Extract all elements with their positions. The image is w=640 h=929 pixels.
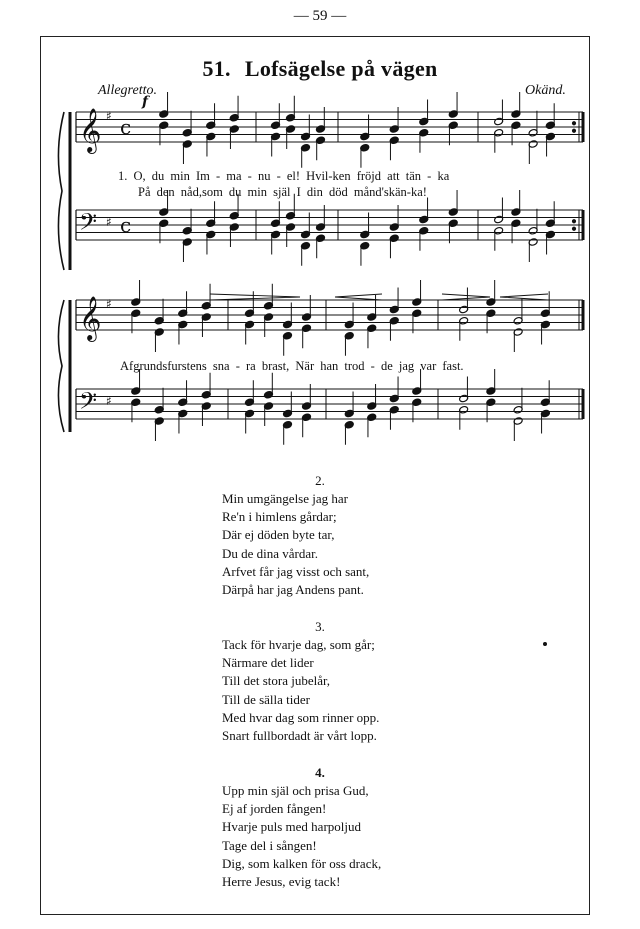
lyrics-system1-line1: 1. O, du min Im - ma - nu - el! Hvil-ken fröjd att tän - ka [118,169,450,183]
verse-line: Därpå har jag Andens pant. [222,582,364,598]
hymn-number: 51. [202,56,231,81]
verse-3 [222,636,379,745]
common-time-icon: c [120,115,132,139]
system-brace [58,300,64,432]
sharp-icon: ♯ [106,215,112,229]
ink-speck [543,642,547,646]
verse-line: Tack för hvarje dag, som går; [222,637,375,652]
verse-2 [222,490,369,599]
hairpin [442,294,490,300]
repeat-dot [572,122,575,125]
hairpin [335,294,382,300]
verse-line: Ej af jorden fången! [222,801,327,817]
verse-line: Till de sälla tider [222,691,310,707]
verse-line: Dig, som kalken för oss drack, [222,855,382,871]
verse-line: Snart fullbordadt är vårt lopp. [222,728,377,744]
treble-clef-icon: 𝄞 [79,108,102,152]
verse-line: Herre Jesus, evig tack! [222,874,341,890]
verse-line: Till det stora jubelår, [222,673,331,689]
verse-line: Där ej döden byte tar, [222,527,335,543]
lyrics-system2-line1: Afgrundsfurstens sna - ra brast, När han trod - de jag var fast. [120,359,464,373]
verse-line: Upp min själ och prisa Gud, [222,783,369,798]
verse-line: Med hvar dag som rinner opp. [222,709,380,725]
bass-clef-icon: 𝄢 [79,387,98,420]
verse-3-number: 3. [315,619,325,634]
verse-4-number: 4. [315,765,325,780]
verse-line: Re'n i himlens gårdar; [222,509,337,525]
composer: Okänd. [525,83,566,98]
repeat-dot [572,227,575,230]
verse-2-number: 2. [315,473,325,488]
verse-line: Min umgängelse jag har [222,491,348,506]
dynamic-marking: f [142,94,149,110]
treble-clef-icon: 𝄞 [79,296,102,340]
system-brace [58,112,64,270]
verse-4 [222,782,381,891]
bass-clef-icon: 𝄢 [79,208,98,241]
verse-line: Arfvet får jag visst och sant, [222,563,370,579]
verse-line: Tage del i sången! [222,837,317,853]
common-time-icon: c [120,213,132,237]
verse-line: Hvarje puls med harpoljud [222,819,361,835]
tempo-marking: Allegretto. [98,83,157,98]
lyrics-system1-line2: På den nåd,som du min själ I din död månd'skän-ka! [138,185,427,199]
verse-line: Du de dina vårdar. [222,545,319,561]
sharp-icon: ♯ [106,109,112,123]
repeat-dot [572,129,575,132]
hairpin [500,294,548,300]
repeat-dot [572,220,575,223]
page-number: — 59 — [293,8,347,24]
sharp-icon: ♯ [106,297,112,311]
hairpin [210,294,300,300]
verse-line: Närmare det lider [222,655,314,671]
hymn-name: Lofsägelse på vägen [244,56,438,81]
sharp-icon: ♯ [106,394,112,408]
